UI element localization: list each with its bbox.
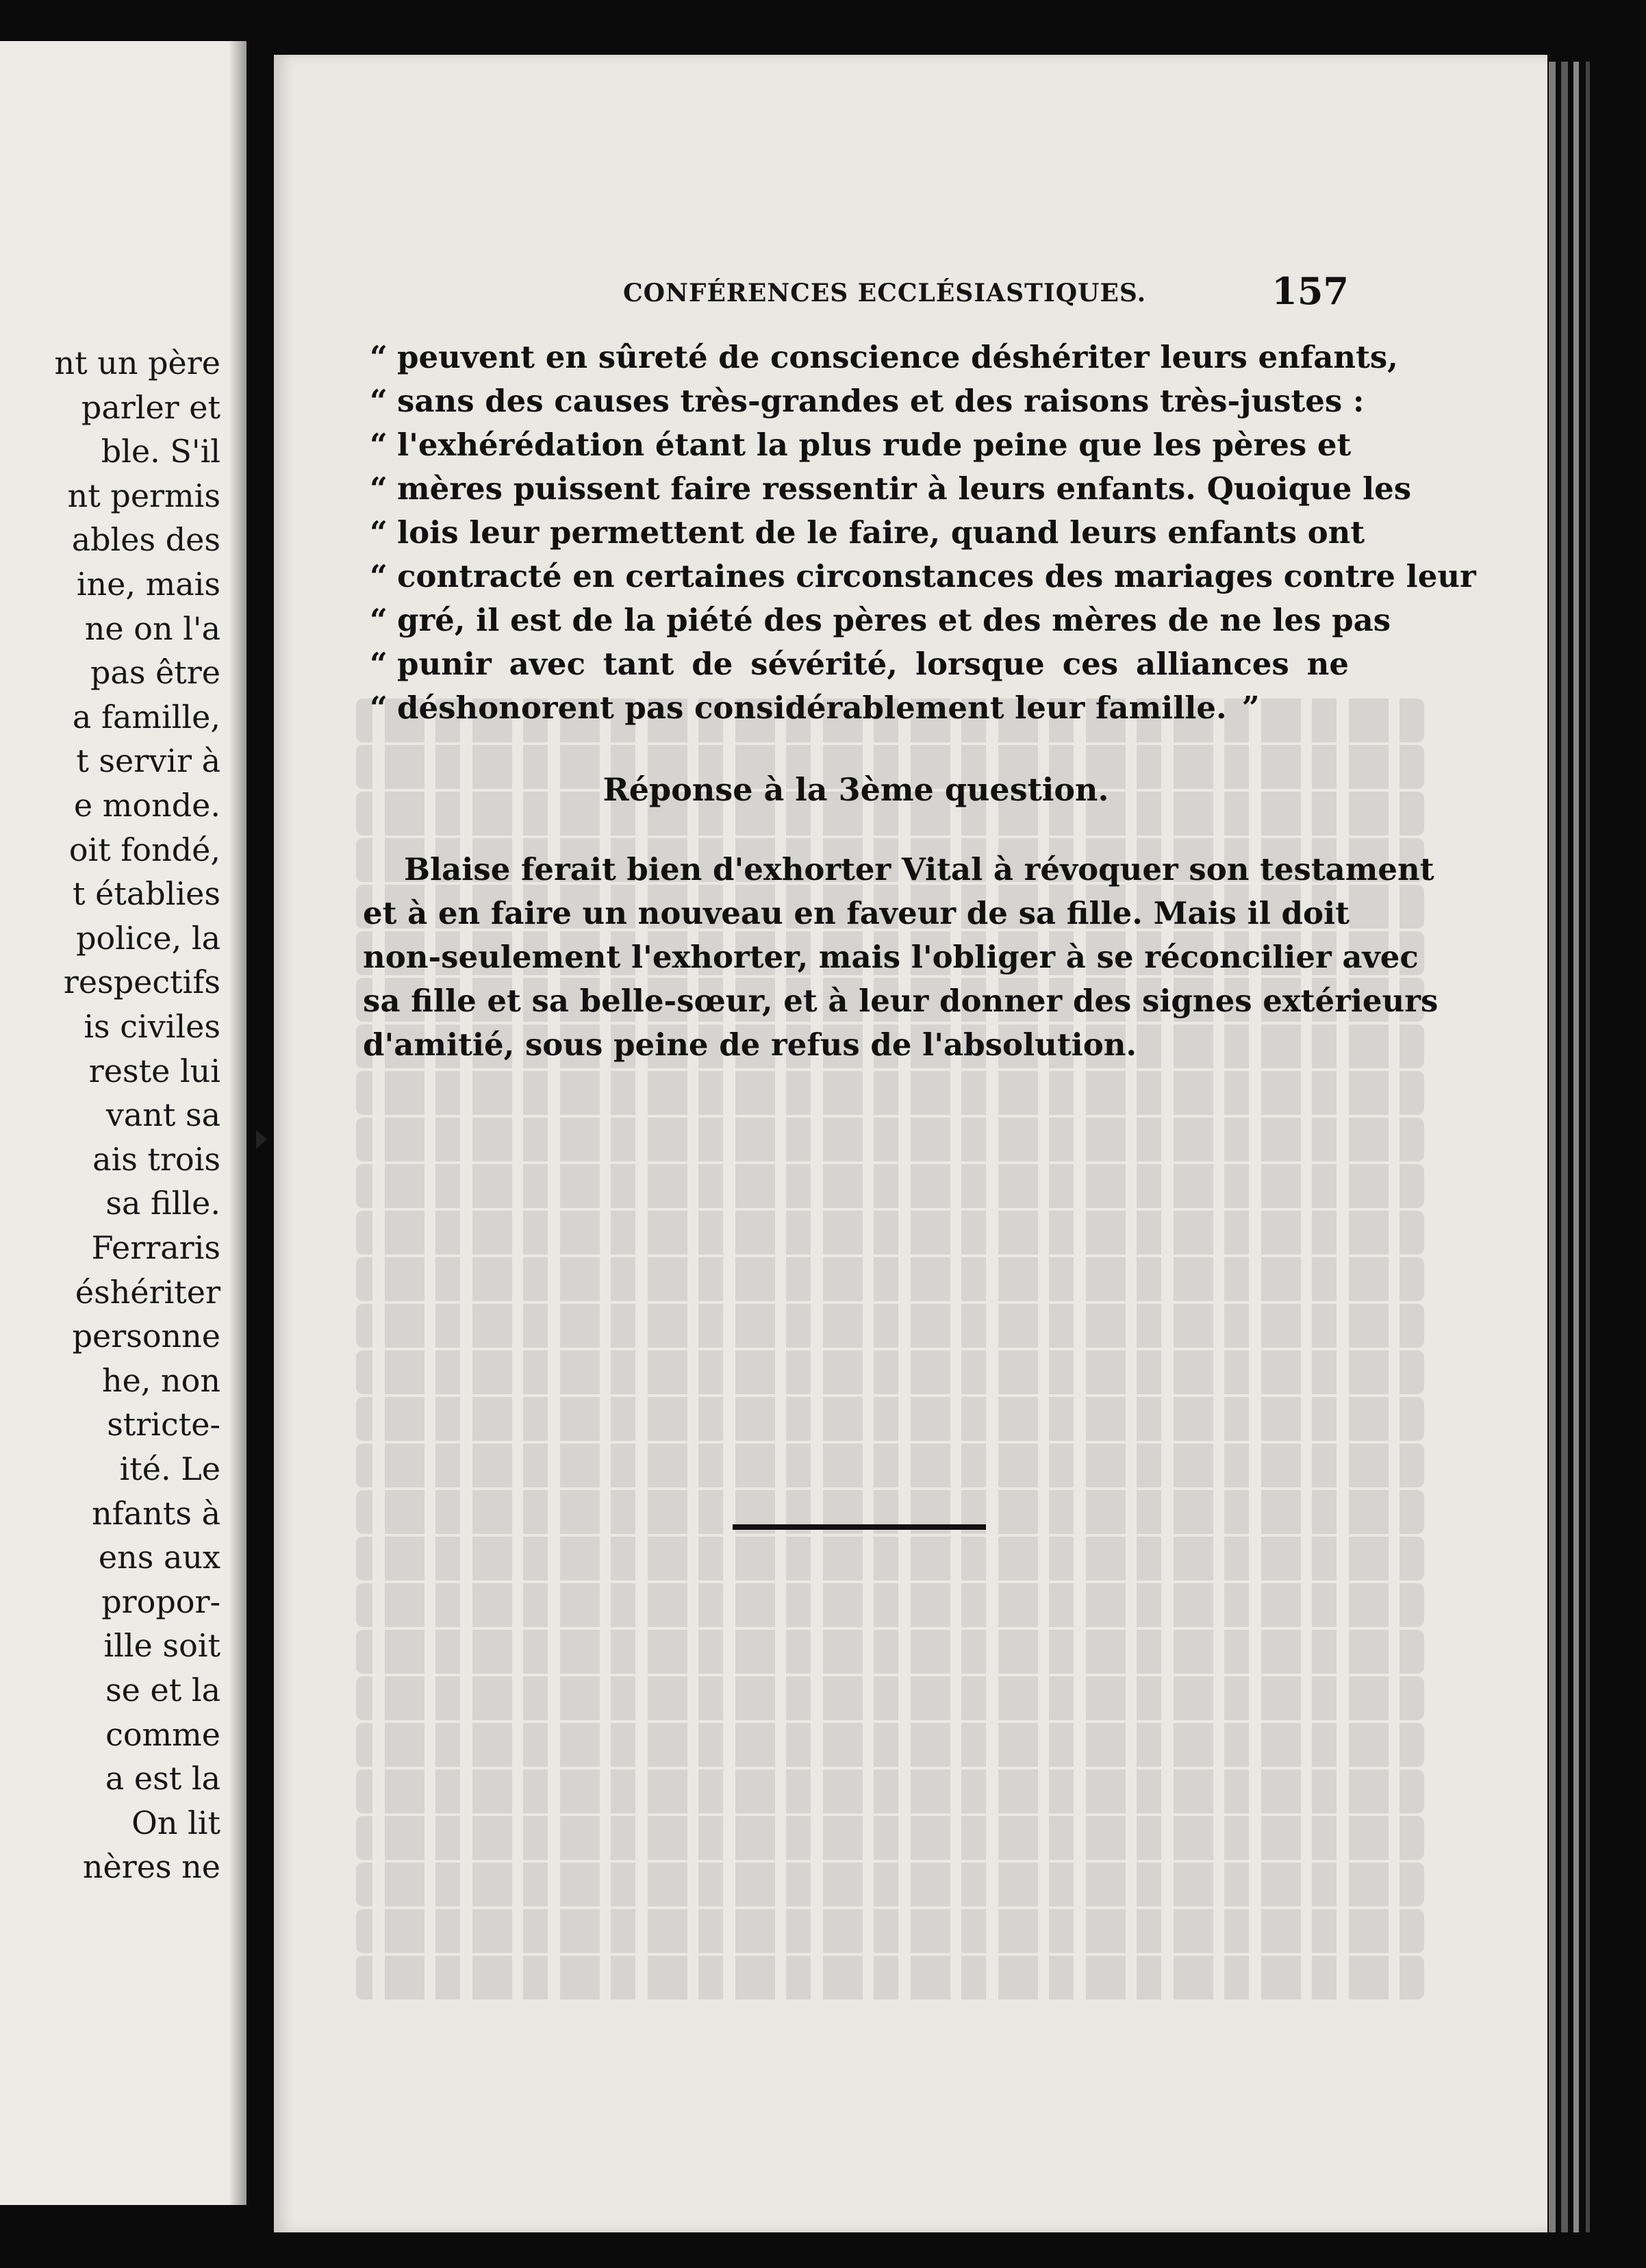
quotation-line <box>363 336 1398 379</box>
quotation-mark: “ <box>370 339 388 375</box>
facing-page-line: t servir à <box>76 742 220 780</box>
page-edge-stack <box>1586 62 1590 2232</box>
facing-page-line: he, non <box>101 1361 220 1399</box>
quotation-mark: “ <box>370 558 388 594</box>
facing-page-line: t établies <box>73 875 220 913</box>
facing-page-line: police, la <box>76 919 220 957</box>
answer-paragraph <box>363 848 1439 1067</box>
running-title: CONFÉRENCES ECCLÉSIASTIQUES. <box>623 279 1147 307</box>
quotation-line-text: l'exhérédation étant la plus rude peine que les pères et <box>397 427 1352 463</box>
quotation-line <box>363 379 1365 423</box>
facing-page-line: pas être <box>90 654 220 692</box>
margin-marker <box>256 1130 267 1149</box>
facing-page-line: nères ne <box>82 1848 220 1886</box>
facing-page-line: ais trois <box>92 1140 220 1178</box>
facing-page-line: oit fondé, <box>68 831 220 868</box>
quotation-line <box>363 555 1476 598</box>
quotation-line <box>363 598 1391 642</box>
closing-quotation-mark: ” <box>1241 690 1260 726</box>
facing-page-line: a famille, <box>72 698 220 735</box>
answer-line: non-seulement l'exhorter, mais l'obliger à se réconcilier avec <box>363 939 1419 975</box>
facing-page-line: ble. S'il <box>101 433 220 470</box>
facing-page-line: e monde. <box>73 787 220 824</box>
facing-page-line: ille soit <box>103 1627 220 1665</box>
quotation-mark: “ <box>370 470 388 507</box>
quotation-mark: “ <box>370 383 388 419</box>
facing-page-line: a est la <box>105 1760 220 1798</box>
facing-page-line: personne <box>72 1318 220 1355</box>
facing-page-line: nfants à <box>92 1494 220 1532</box>
quotation-line <box>363 511 1365 555</box>
page-edge-stack <box>1561 62 1568 2232</box>
facing-page-line: ens aux <box>98 1539 220 1576</box>
facing-page-line: ine, mais <box>76 566 220 603</box>
quotation-line-text: déshonorent pas considérablement leur famille. <box>397 690 1227 726</box>
quotation-line-text: mères puissent faire ressentir à leurs enfants. Quoique les <box>397 470 1412 507</box>
quotation-line-text: lois leur permettent de le faire, quand leurs enfants ont <box>397 514 1365 551</box>
quotation-line-text: gré, il est de la piété des pères et des mères de ne les pas <box>397 602 1391 638</box>
facing-page-line: nt permis <box>67 477 220 514</box>
quotation-line-text: peuvent en sûreté de conscience déshériter leurs enfants, <box>397 339 1398 375</box>
facing-page-line: éshériter <box>75 1273 220 1311</box>
facing-page-line: nt un père <box>54 344 220 381</box>
facing-page-line: vant sa <box>105 1096 220 1134</box>
quotation-line <box>363 423 1352 467</box>
quotation-line <box>363 467 1412 511</box>
quotation-mark: “ <box>370 514 388 551</box>
facing-page-line: ables des <box>71 521 220 559</box>
facing-page-fragment <box>0 41 246 2205</box>
answer-line: Blaise ferait bien d'exhorter Vital à révoquer son testament <box>404 851 1434 887</box>
quotation-line <box>363 642 1349 686</box>
section-rule <box>733 1524 986 1530</box>
facing-page-line: sa fille. <box>105 1185 220 1222</box>
facing-page-line: ne on l'a <box>84 609 220 647</box>
facing-page-line: Ferraris <box>91 1229 220 1266</box>
answer-line: et à en faire un nouveau en faveur de sa fille. Mais il doit <box>363 895 1350 931</box>
facing-page-line: parler et <box>81 388 220 426</box>
facing-page-line: reste lui <box>88 1052 220 1089</box>
facing-page-line: stricte- <box>107 1406 220 1444</box>
gutter-shadow <box>229 41 246 2205</box>
quotation-line-text: contracté en certaines circonstances des mariages contre leur <box>397 558 1476 594</box>
facing-page-line: ité. Le <box>119 1450 220 1487</box>
page-edge-stack <box>1573 62 1579 2232</box>
quotation-line <box>363 686 1349 730</box>
quotation-line-text: punir avec tant de sévérité, lorsque ces alliances ne <box>397 646 1349 682</box>
quotation-mark: “ <box>370 646 388 682</box>
answer-line: d'amitié, sous peine de refus de l'absolution. <box>363 1026 1137 1063</box>
facing-page-line: On lit <box>131 1804 220 1841</box>
facing-page-line: respectifs <box>63 963 220 1001</box>
quotation-line-text: sans des causes très-grandes et des raisons très-justes : <box>397 383 1365 419</box>
facing-page-line: is civiles <box>84 1008 220 1045</box>
quotation-mark: “ <box>370 690 388 726</box>
page-edge-stack <box>1549 62 1556 2232</box>
facing-page-line: comme <box>105 1715 220 1753</box>
answer-line: sa fille et sa belle-sœur, et à leur donner des signes extérieurs <box>363 983 1439 1019</box>
section-heading: Réponse à la 3ème question. <box>603 771 1109 808</box>
quotation-block <box>363 336 1476 730</box>
page-number: 157 <box>1271 269 1349 313</box>
quotation-mark: “ <box>370 602 388 638</box>
facing-page-line: se et la <box>105 1672 220 1709</box>
facing-page-line: propor- <box>101 1583 220 1620</box>
quotation-mark: “ <box>370 427 388 463</box>
running-head <box>322 270 1349 318</box>
